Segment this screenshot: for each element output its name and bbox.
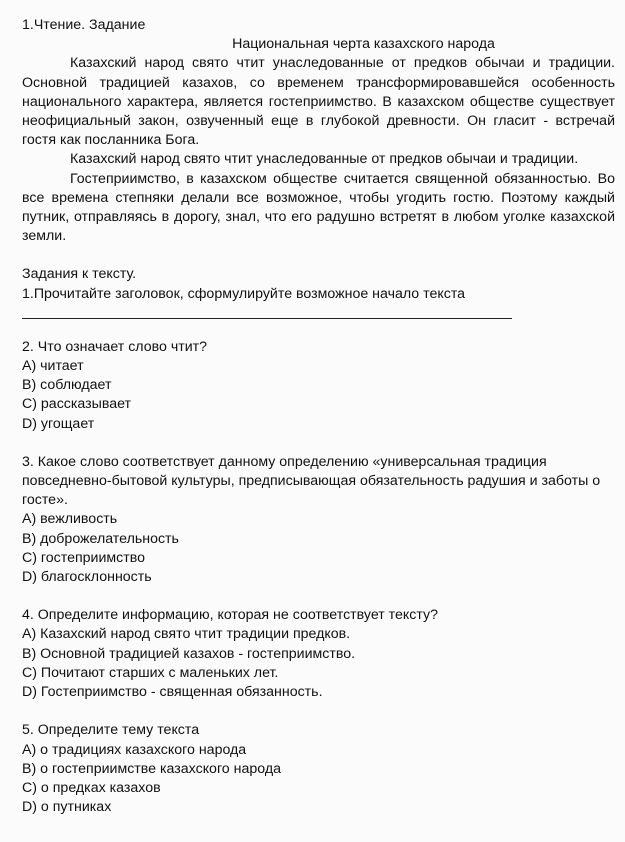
option: B) о гостеприимстве казахского народа: [22, 760, 282, 777]
option: A) о традициях казахского народа: [22, 741, 247, 758]
task-1-text: 1.Прочитайте заголовок, сформулируйте возможное начало текста: [22, 285, 466, 302]
question-4-options: [22, 625, 615, 702]
option: C) рассказывает: [22, 396, 132, 413]
option: B) соблюдает: [22, 377, 112, 394]
tasks-title: Задания к тексту.: [22, 266, 137, 283]
option: A) читает: [22, 358, 84, 375]
paragraph-3: Гостеприимство, в казахском обществе считается священной обязанностью. Во все времена степняки делали все возможное, чтобы угодить гостю. Поэтому каждый путник, отправляясь в дорогу, знал, что его радушно встретят в любом уголке казахской земли.: [22, 170, 615, 245]
option: B) доброжелательность: [22, 530, 179, 547]
option: C) гостеприимство: [22, 549, 146, 566]
question-3-options: [22, 510, 615, 587]
option: B) Основной традицией казахов - гостеприимство.: [22, 645, 356, 662]
text-title: Национальная черта казахского народа: [232, 36, 495, 53]
question-5-text: 5. Определите тему текста: [22, 722, 200, 739]
question-3: [22, 453, 615, 587]
question-3-text: 3. Какое слово соответствует данному определению «универсальная традиция повседневно-бытовой культуры, предписывающая обязательность радушия и заботы о госте».: [22, 453, 601, 509]
paragraph-2: Казахский народ свято чтит унаследованные от предков обычаи и традиции.: [70, 151, 579, 168]
option: D) о путниках: [22, 799, 112, 816]
section-heading: 1.Чтение. Задание: [22, 17, 146, 33]
option: A) вежливость: [22, 511, 118, 528]
question-5-options: [22, 741, 615, 818]
question-4: [22, 606, 615, 702]
answer-line: [22, 308, 512, 319]
option: D) благосклонность: [22, 569, 152, 586]
option: C) Почитают старших с маленьких лет.: [22, 664, 279, 681]
option: A) Казахский народ свято чтит традиции предков.: [22, 626, 351, 643]
question-2: [22, 338, 615, 434]
option: D) Гостеприимство - священная обязанность.: [22, 684, 323, 701]
question-2-options: [22, 357, 615, 434]
question-4-text: 4. Определите информацию, которая не соответствует тексту?: [22, 607, 439, 624]
question-5: [22, 721, 615, 817]
option: D) угощает: [22, 415, 95, 432]
option: C) о предках казахов: [22, 779, 161, 796]
question-2-text: 2. Что означает слово чтит?: [22, 338, 208, 355]
paragraph-1: Казахский народ свято чтит унаследованные от предков обычаи и традиции. Основной традицией казахов, со временем трансформировавшейся особенность национального характера, является гостеприимство. В казахском обществе существует неофициальный закон, озвученный еще в глубокой древности. Он гласит - встречай гостя как посланника Бога.: [22, 55, 615, 149]
